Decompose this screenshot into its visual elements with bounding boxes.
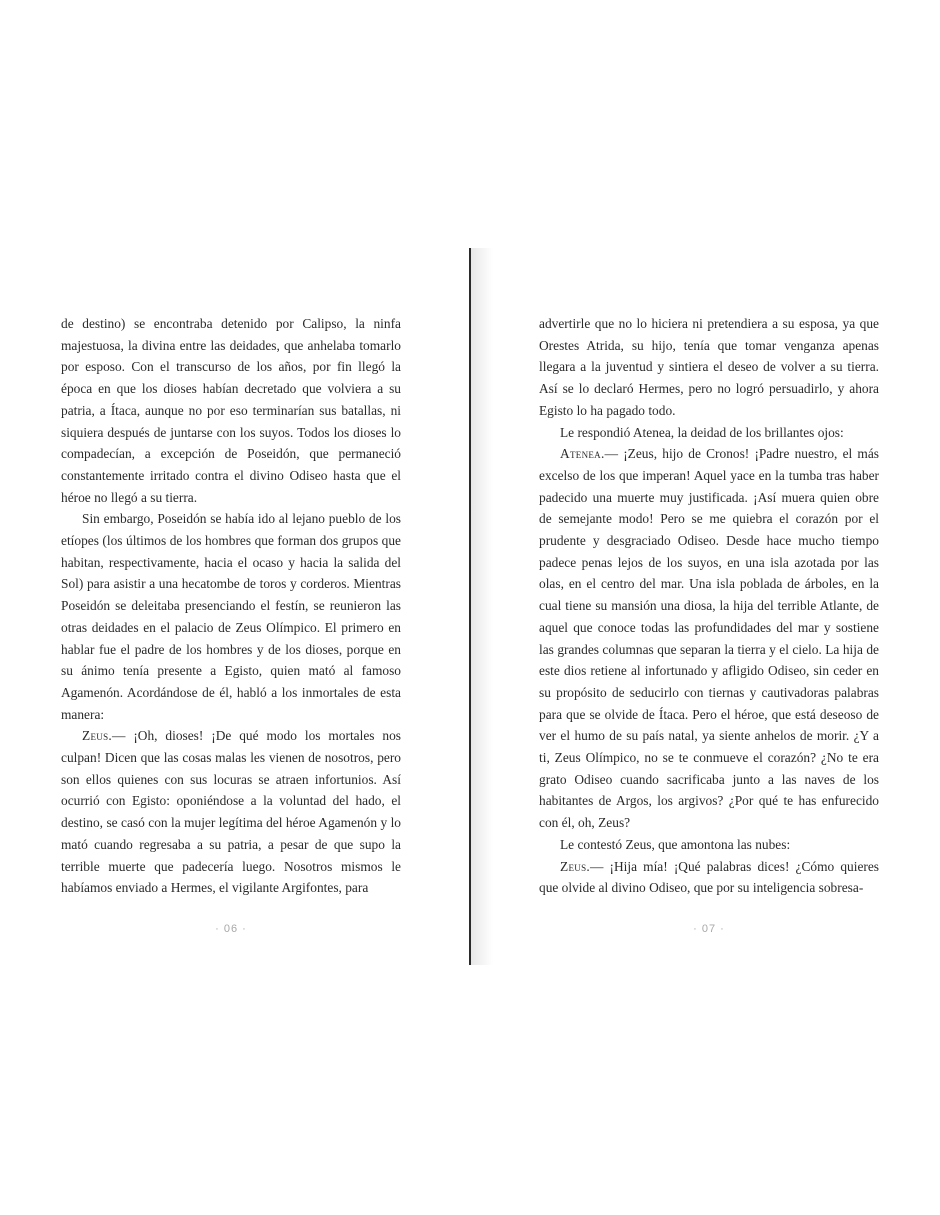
dialogue-paragraph: Zeus.— ¡Hija mía! ¡Qué palabras dices! ¿Cómo quieres que olvide al divino Odiseo, que por su inteligencia sobresa- <box>539 858 879 896</box>
speaker-name: Atenea. <box>560 446 605 462</box>
page-number-left: · 06 · <box>215 923 247 935</box>
speaker-name: Zeus. <box>82 728 113 744</box>
paragraph: Le respondió Atenea, la deidad de los brillantes ojos: <box>560 424 844 440</box>
paragraph: Sin embargo, Poseidón se había ido al lejano pueblo de los etíopes (los últimos de los hombres que forman dos grupos que habitan, respectivamente, hacia el ocaso y hacia la salida del Sol) para asistir a una hecatombe de toros y corderos. Mientras Poseidón se deleitaba presenciando el festín, se reunieron las otras deidades en el palacio de Zeus Olímpico. El primero en hablar fue el padre de los hombres y de los dioses, porque en su ánimo tenía presente a Egisto, quien mató al famoso Agamenón. Acordándose de él, habló a los inmortales de esta manera: <box>61 511 401 722</box>
dialogue-paragraph: Atenea.— ¡Zeus, hijo de Cronos! ¡Padre nuestro, el más excelso de los que imperan! Aquel yace en la tumba tras haber padecido una muerte muy justificada. ¡Así muera quien obre de semejante modo! Pero se me quiebra el corazón por el prudente y desgraciado Odiseo. Desde hace mucho tiempo padece penas lejos de los suyos, en una isla azotada por las olas, en el centro del mar. Una isla poblada de árboles, en la cual tiene su mansión una diosa, la hija del terrible Atlante, de aquel que conoce todas las profundidades del mar y sostiene las grandes columnas que separan la tierra y el cielo. La hija de este dios retiene al infortunado y afligido Odiseo, sin ceder en su propósito de seducirlo con tiernas y cautivadoras palabras para que se olvide de Ítaca. Pero el héroe, que está deseoso de ver el humo de su país natal, ya siente anhelos de morir. ¿Y a ti, Zeus Olímpico, no se te conmueve el corazón? ¿No te era grato Odiseo cuando sacrificaba junto a las naves de los habitantes de Argos, los argivos? ¿Por qué te has enfurecido con él, oh, Zeus? <box>539 446 879 831</box>
speaker-name: Zeus. <box>560 858 591 874</box>
paragraph: Le contestó Zeus, que amontona las nubes: <box>560 836 791 852</box>
page-number-right: · 07 · <box>693 923 725 935</box>
spine-shadow <box>471 248 493 965</box>
right-page-text <box>539 313 879 899</box>
left-page-text <box>61 313 401 899</box>
paragraph: advertirle que no lo hiciera ni pretendiera a su esposa, ya que Orestes Atrida, su hijo, tenía que tomar venganza apenas llegara a la juventud y sintiera el deseo de volver a su tierra. Así se lo declaró Hermes, pero no logró persuadirlo, y ahora Egisto lo ha pagado todo. <box>539 316 879 418</box>
paragraph: de destino) se encontraba detenido por Calipso, la ninfa majestuosa, la divina entre las deidades, que anhelaba tomarlo por esposo. Con el transcurso de los años, por fin llegó la época en que los dioses habían decretado que volviera a su patria, a Ítaca, aunque no por eso terminarían sus batallas, ni siquiera después de juntarse con los suyos. Todos los dioses lo compadecían, a excepción de Poseidón, que permaneció constantemente irritado contra el divino Odiseo hasta que el héroe no llegó a su tierra. <box>61 316 401 505</box>
dialogue-paragraph: Zeus.— ¡Oh, dioses! ¡De qué modo los mortales nos culpan! Dicen que las cosas malas les vienen de nosotros, pero son ellos quienes con sus locuras se atraen infortunios. Así ocurrió con Egisto: oponiéndose a la voluntad del hado, el destino, se casó con la mujer legítima del héroe Agamenón y lo mató cuando regresaba a su patria, a pesar de que supo la terrible muerte que padecería luego. Nosotros mismos le habíamos enviado a Hermes, el vigilante Argifontes, para <box>61 728 401 896</box>
